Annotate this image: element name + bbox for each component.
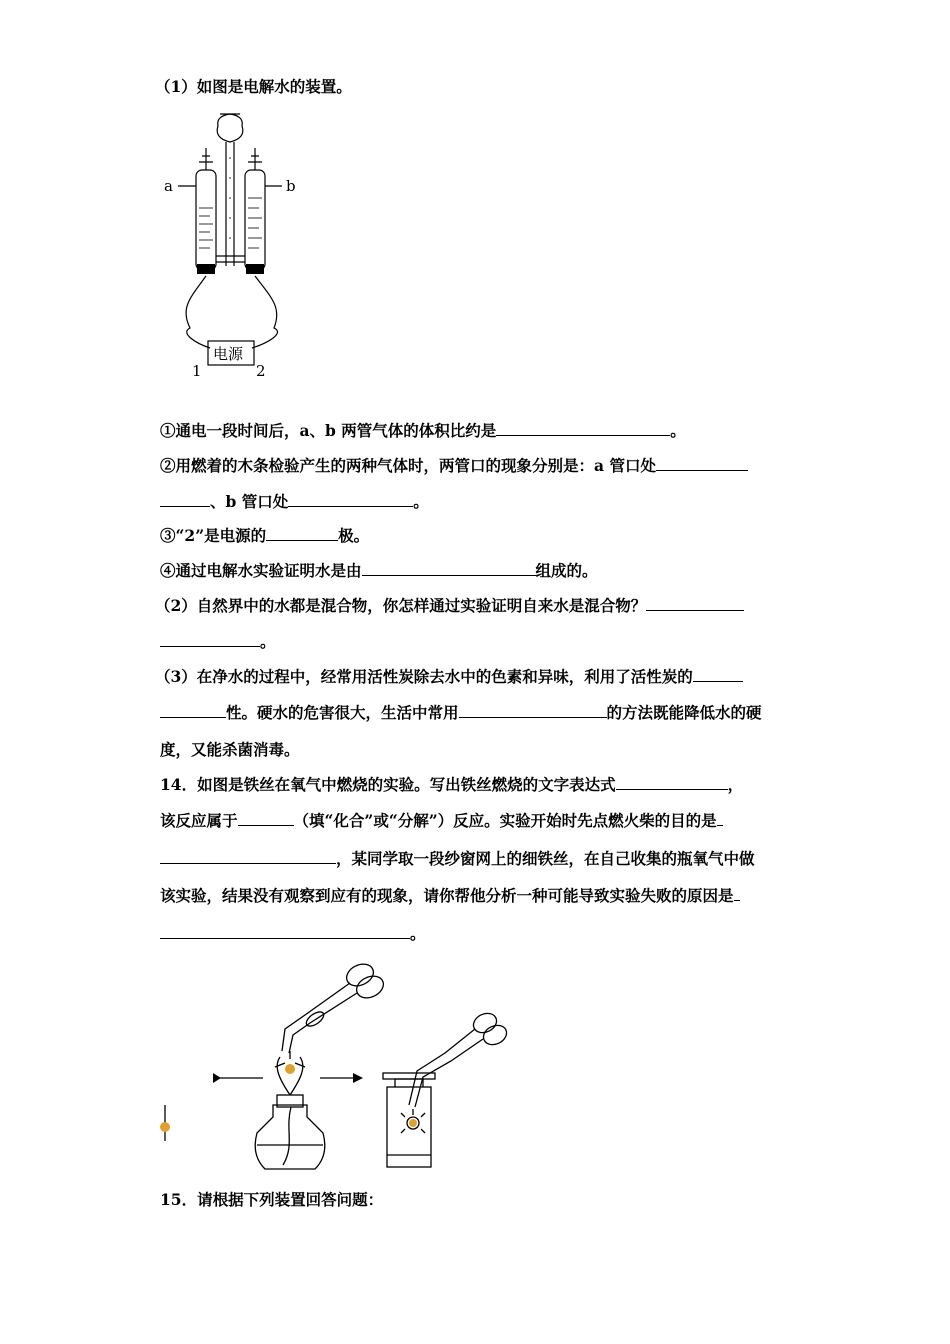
answer-blank[interactable] [496, 421, 670, 436]
terminal-2-label: 2 [256, 362, 266, 380]
q13-item-2 [160, 456, 748, 476]
answer-blank[interactable] [646, 596, 744, 611]
q13-part2 [155, 596, 744, 616]
iron-wire-combustion-diagram [155, 955, 515, 1175]
answer-blank[interactable] [734, 886, 740, 901]
electrolysis-apparatus-diagram [150, 108, 310, 380]
q14-line-1 [160, 775, 743, 795]
q14-text-d: 该实验，结果没有观察到应有的现象，请你帮他分析一种可能导致实验失败的原因是 [160, 886, 734, 905]
answer-blank[interactable] [160, 703, 226, 718]
answer-blank[interactable] [160, 849, 336, 864]
q13-part3-cont [160, 703, 762, 723]
q13-item-2-cont [160, 492, 429, 512]
item-3-end: 极。 [338, 526, 370, 545]
q13-part1-intro: （1）如图是电解水的装置。 [155, 77, 352, 96]
power-source-label: 电源 [213, 345, 244, 363]
q13-item-4 [160, 561, 598, 581]
q14-line-2 [160, 811, 723, 831]
answer-blank[interactable] [160, 632, 260, 647]
item-4-end: 组成的。 [535, 561, 598, 580]
q14-text-a: 14．如图是铁丝在氧气中燃烧的实验。写出铁丝燃烧的文字表达式 [160, 775, 616, 794]
q14-line-3 [160, 849, 755, 869]
q14-text-b2: （填“化合”或“分解”）反应。实验开始时先点燃火柴的目的是 [293, 811, 717, 830]
answer-blank[interactable] [238, 811, 294, 826]
item-1-text: ①通电一段时间后，a、b 两管气体的体积比约是 [160, 421, 497, 440]
answer-blank[interactable] [266, 526, 338, 541]
item-2-end: 。 [413, 492, 429, 511]
q13-item-3 [160, 526, 369, 546]
q14-text-a-end: ， [727, 775, 744, 794]
q15-text: 15．请根据下列装置回答问题： [160, 1190, 384, 1209]
q13-part2-cont [160, 632, 276, 652]
part3-text-b: 性。硬水的危害很大，生活中常用 [226, 703, 459, 722]
answer-blank[interactable] [160, 924, 410, 939]
tube-a-label: a [164, 177, 173, 195]
answer-blank[interactable] [160, 492, 210, 507]
item-3-text: ③“2”是电源的 [160, 526, 267, 545]
answer-blank[interactable] [717, 811, 723, 826]
q14-line-4 [160, 886, 740, 906]
q13-part3-end: 度，又能杀菌消毒。 [160, 740, 300, 759]
part3-text-c: 的方法既能降低水的硬 [606, 703, 762, 722]
q14-text-b1: 该反应属于 [160, 811, 238, 830]
tube-b-label: b [286, 177, 296, 195]
answer-blank[interactable] [656, 456, 748, 471]
answer-blank[interactable] [459, 703, 607, 718]
q14-text-e-end: 。 [410, 924, 426, 943]
part2-end: 。 [260, 632, 276, 651]
part3-text: （3）在净水的过程中，经常用活性炭除去水中的色素和异味，利用了活性炭的 [155, 667, 693, 686]
answer-blank[interactable] [288, 492, 413, 507]
q14-line-5 [160, 924, 426, 944]
item-4-text: ④通过电解水实验证明水是由 [160, 561, 362, 580]
part2-text: （2）自然界中的水都是混合物，你怎样通过实验证明自来水是混合物？ [155, 596, 647, 615]
q14-text-c: ，某同学取一段纱窗网上的细铁丝，在自己收集的瓶氧气中做 [336, 849, 755, 868]
answer-blank[interactable] [362, 561, 536, 576]
item-2-text: ②用燃着的木条检验产生的两种气体时，两管口的现象分别是：a 管口处 [160, 456, 656, 475]
q13-item-1 [160, 421, 686, 441]
answer-blank[interactable] [693, 667, 743, 682]
answer-blank[interactable] [616, 775, 728, 790]
terminal-1-label: 1 [192, 362, 202, 380]
item-1-end: 。 [670, 421, 686, 440]
item-2-text-b: 、b 管口处 [210, 492, 289, 511]
q13-part3 [155, 667, 743, 687]
